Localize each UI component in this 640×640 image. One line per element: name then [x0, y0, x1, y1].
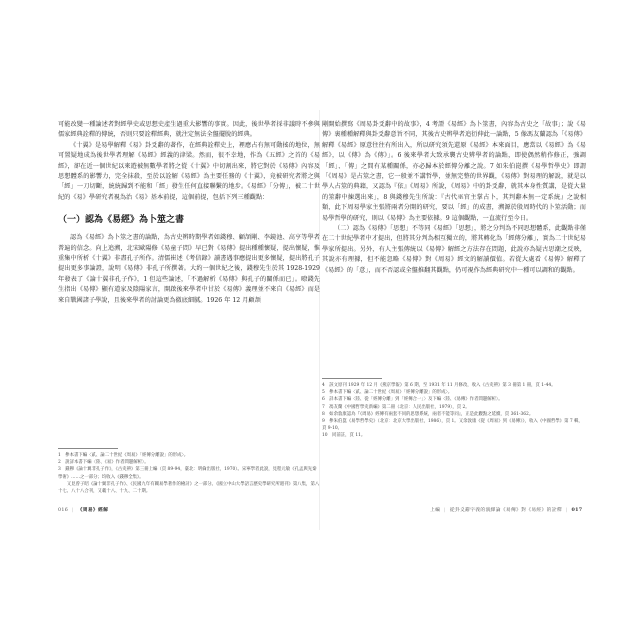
- right-running-title: 從卦爻辭字義的演繹論《易傳》對《易經》的詮釋: [449, 508, 562, 513]
- footnote: 又見曾子昭《論十翼非孔子作》、《民國九年有關易學著作的檢討》之一部分。《國立中山大學語言歷史學研究所週刊》第八集，第八十七、八十八合刊，又載十八、十九、二十期。: [58, 481, 320, 495]
- right-page: [322, 120, 586, 520]
- footnote: 2 說詳本書下編〈陸、《易》作者問題解析〉。: [58, 460, 149, 466]
- footnote: 8 如余敦康認為『《周易》經傳有兩套不同的思想系統，兩者不能等同』，正是此觀點之延續，頁 361-362。: [322, 411, 534, 417]
- footnote: 5 參本書下編〈貳、論二十世紀《周易》「經傳分離說」的形成〉。: [322, 390, 453, 396]
- right-footer: 上編 | 從卦爻辭字義的演繹論《易傳》對《易經》的詮釋 | 017: [430, 507, 583, 513]
- footnote: 1 參本書下編〈貳、論二十世紀《周易》「經傳分離說」的形成〉。: [58, 453, 189, 458]
- left-running-title: 《周易》經解: [77, 507, 109, 513]
- left-page-number: 016: [58, 508, 69, 513]
- section-heading: （一）認為《易經》為卜筮之書: [58, 215, 185, 226]
- right-page-number: 017: [571, 507, 583, 513]
- left-footnote-rule: [58, 448, 118, 449]
- left-paragraph-3: 認為《易經》為卜筮之書的論點，為古史辨時期學者如錢穆、顧頡剛、李鏡池、高亨等學者普遍的信念。向上追溯，北宋歐陽修《易童子問》早已對《易傳》提出種種懷疑，提出懷疑，惟重集中所析《十翼》非盡孔子所作。清儒崔述《考信錄》讀書遇事應提出更多懷疑，提出將孔子提出更多事論證，說明《易傳》非孔子所撰著。大約一個世紀之後，錢穆先生於其 1928-1929 年發表了《論十翼非孔子作》，1 但這些論述，「不過解析《易傳》與孔子的關係而已」。暸錢先生指出《易傳》顯有道家及陰陽家言，開啟後來學者中甘於《易傳》義理並不來自《易經》而是來自戰國諸子學說，且後來學者的討論更為徹底細膩。1926 年 12 月顧頡: [58, 234, 320, 304]
- left-footer: 016 | 《周易》經解: [58, 507, 109, 513]
- right-footnotes: [322, 382, 586, 440]
- footnote: 4 該文原刊 1929 年 12 月《燕京學報》第 6 期，至 1931 年 11 月修改，收入《古史辨》第 3 冊第 1 冊，頁 1-44。: [322, 383, 556, 388]
- right-section-label: 上編: [430, 508, 441, 513]
- right-body: [322, 120, 586, 276]
- footnote: 3 錢穆《論十翼非孔子作》，《古史辨》第三冊上編（頁 89-94，臺北：明倫出版社，1970）。宋寧學者此說，見程元敏《孔孟與先秦學術》……之一部分；均收入《錢穆全集》。: [58, 467, 317, 480]
- footnote: 9 參朱伯崑《易學哲學史》（北京：北京大學出版社，1986），頁 1。又余敦康《從《周易》到《易傳》》，收入《中國哲學》第 7 輯，頁 9-10。: [322, 419, 583, 432]
- left-body: [58, 120, 320, 306]
- right-paragraph-1: 剛開始撰寫《周易卦爻辭中的故事》，4 考證《易經》為卜筮書，內容為古史之「故事」；說《易傳》裏種種解釋與卦爻辭意旨不同，其後古史辨學者追衍伸此一論點，5 像馮友蘭認為「《易傳》解釋《易經》原意往往有所出入，所以研究須先還原《易經》本來面目，應當以《易經》為《易經》，以《傳》為《傳》」。6 後來學者大致承襲古史辨學者的論點，即使偶然稍作修正，強調「經」、「傳」之間有某種關係，亦必歸本於經傳分離之說。7 如朱伯崑撰《易學哲學史》即謂「《周易》是占筮之書，它一般並不講哲學，並無完整的世界觀，《易傳》對易理的解說，就是以學人占筮的典籍，又認為『依』《周易》所說，《周易》中的卦爻辭，就其本身性質講，是從大量的筮辭中揀選出來」，8 與錢穆先生所說：『古代巫官主掌占卜，其判辭本無一定系統』之說相類，此下周易學家主張將兩者分開的研究，要以「經」的成書，溯源於殷周時代的卜筮活動；而易學哲學的研究，則以《易傳》為主要依據。9 這個觀點，一直流行至今日。: [322, 121, 586, 222]
- right-footnote-rule: [322, 378, 382, 379]
- footnote: 10 同前註，頁 11。: [322, 433, 366, 439]
- left-footnotes: [58, 452, 320, 495]
- left-paragraph-1: 可能改變一種論述者對經學史或思想史產生過重大影響的事實。因此，後世學者採非議時不參與儒家經典詮釋的傳統，否則只要詮釋經典，就注定無法全盤擺脫的經典。: [58, 121, 320, 139]
- right-paragraph-2: （二）認為《易傳》「思想」不等同《易經》「思想」，將之分判為不同思想體系，此觀點非僅在二十世紀學者中才提出，但將其分判為相互獨立的，將其轉化為「經傳分離」，實為二十世紀易學家所提出。另外，有人主張傳統以《易傳》解經之方法存在問題，此說亦為疑古思潮之反映，其說亦有理據，但不能忽略《易傳》對《周易》經文的解讀價值。若從大處看《易傳》解釋了《易經》的「意」，而不否認或全盤推翻其觀點，仍可視作為經典研究中一種可以調和的觀點。: [322, 225, 586, 274]
- footnote: 7 馮友蘭《中國哲學史新編》第二冊（北京：人民出版社，1979），頁 2。: [322, 404, 470, 410]
- footnote: 6 詳本書下編〈陸、從「經傳分離」到「經傳合一」〉及下編〈陸、《易傳》作者問題解析〉。: [322, 397, 503, 403]
- left-paragraph-2: 《十翼》是易學解釋《易》卦爻辭的著作，在經典詮釋史上，裡應占有無可動搖的地位，無可置疑地成為後世學者理解《易經》經義的津梁。然而，很不幸地，作為《五經》之首的《易經》，卻在近一個世紀以來遊被無數學者將之從《十翼》中切割出來，將它對於《易傳》內容及思想體系的影響力，完全抹殺，至於以詮解《易經》為主要任務的《十翼》，竟被研究者將之與「經」一刀切斷，統統歸到不能和「經」發生任何直接聯繫的地步。《易經》「分傳」，被二十世紀的《易》學研究者視為治《易》基本前提，這個前提，包括下列三種觀點：: [58, 141, 320, 201]
